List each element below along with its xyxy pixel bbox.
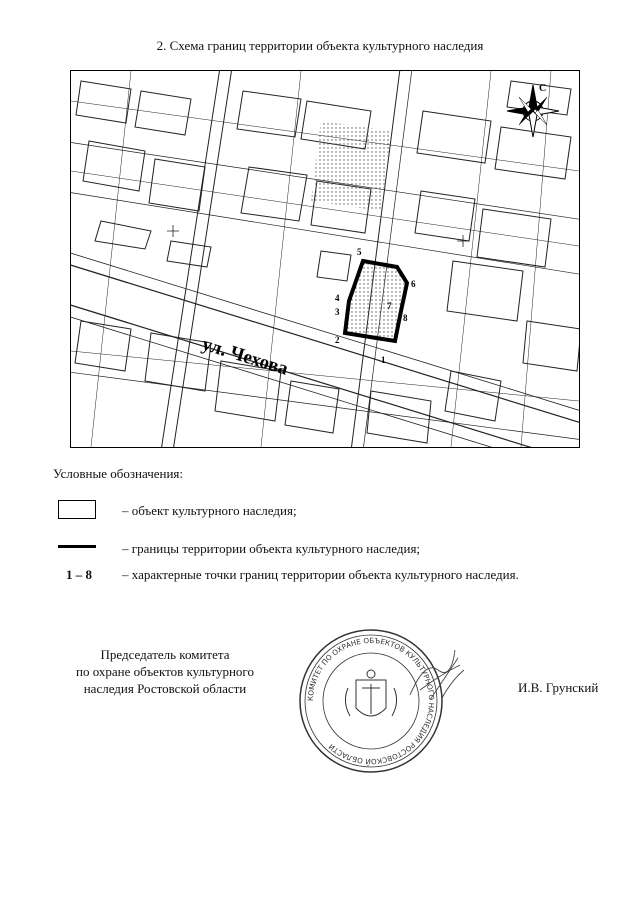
point-label-7: 7 xyxy=(387,301,392,311)
point-label-2: 2 xyxy=(335,335,340,345)
point-label-1: 1 xyxy=(381,355,386,365)
legend-points-text: – характерные точки границ территории объекта культурного наследия. xyxy=(122,567,519,582)
point-label-6: 6 xyxy=(411,279,416,289)
point-label-5: 5 xyxy=(357,247,362,257)
legend-object-text: – объект культурного наследия; xyxy=(122,503,297,518)
map-drawing xyxy=(71,71,579,447)
grid-crosses xyxy=(167,225,469,247)
signatory-name: И.В. Грунский xyxy=(518,680,599,695)
legend-boundary-swatch xyxy=(58,545,96,548)
signatory-line-1: Председатель комитета xyxy=(100,647,230,662)
street-label: ул. Чехова xyxy=(199,333,291,380)
north-label: С xyxy=(539,83,547,94)
yard-area xyxy=(311,121,391,211)
coat-of-arms-icon xyxy=(345,670,396,716)
point-label-4: 4 xyxy=(335,293,340,303)
point-label-3: 3 xyxy=(335,307,340,317)
heritage-site-boundary xyxy=(345,261,407,341)
street-band xyxy=(71,247,579,447)
legend-heading: Условные обозначения: xyxy=(53,466,184,481)
legend-points-symbol: 1 – 8 xyxy=(66,567,92,582)
signatory-line-2: по охране объектов культурного xyxy=(76,664,254,679)
cadastral-map xyxy=(70,70,580,448)
legend-boundary-text: – границы территории объекта культурного наследия; xyxy=(122,541,421,556)
seal-ring-text: КОМИТЕТ ПО ОХРАНЕ ОБЪЕКТОВ КУЛЬТУРНОГО НАСЛЕДИЯ РОСТОВСКОЙ ОБЛАСТИ xyxy=(305,635,437,767)
point-label-8: 8 xyxy=(403,313,408,323)
legend-object-swatch xyxy=(58,500,96,519)
handwritten-signature xyxy=(400,640,470,710)
signatory-title xyxy=(40,646,290,697)
signatory-line-3: наследия Ростовской области xyxy=(83,681,247,696)
document-title: 2. Схема границ территории объекта культурного наследия xyxy=(156,38,484,53)
